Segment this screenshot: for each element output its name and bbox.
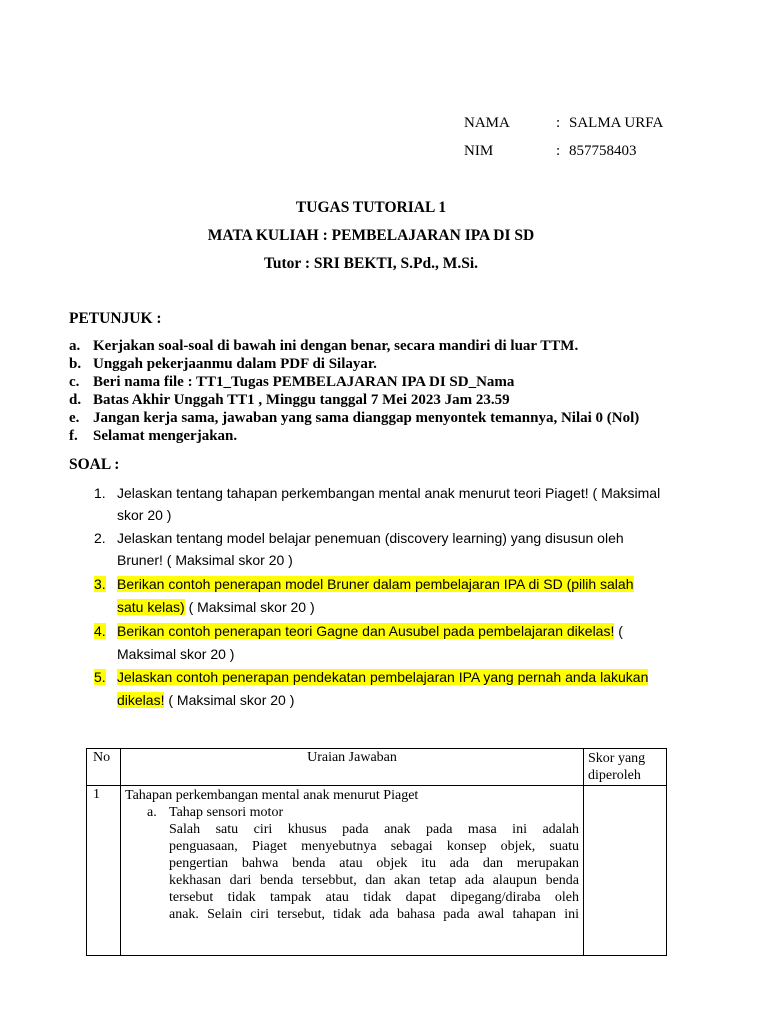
table-row bbox=[87, 786, 667, 956]
petunjuk-letter-a: a. bbox=[69, 338, 81, 354]
question-4-number: 4. bbox=[94, 623, 106, 639]
header-skor-line2: diperoleh bbox=[588, 768, 641, 783]
row-1-body-line: anak. Selain ciri tersebut, tidak ada bahasa pada awal tahapan ini bbox=[169, 907, 579, 922]
petunjuk-letter-b: b. bbox=[69, 356, 82, 372]
table-header-row bbox=[87, 749, 667, 786]
header-skor-line1: Skor yang bbox=[588, 751, 646, 766]
petunjuk-letter-f: f. bbox=[69, 428, 78, 444]
question-4-line1-highlight: Berikan contoh penerapan teori Gagne dan Ausubel pada pembelajaran dikelas! bbox=[117, 623, 615, 639]
question-3-line2 bbox=[117, 599, 315, 615]
question-5-line2-highlight: dikelas! bbox=[117, 692, 165, 708]
petunjuk-item-e: Jangan kerja sama, jawaban yang sama dianggap menyontek temannya, Nilai 0 (Nol) bbox=[93, 410, 640, 426]
name-value: SALMA URFA bbox=[569, 115, 664, 131]
row-1-title: Tahapan perkembangan mental anak menurut Piaget bbox=[125, 788, 419, 803]
question-4-line1 bbox=[117, 623, 623, 639]
header-skor bbox=[584, 749, 667, 786]
petunjuk-item-d: Batas Akhir Unggah TT1 , Minggu tanggal 7 Mei 2023 Jam 23.59 bbox=[93, 392, 510, 408]
petunjuk-heading: PETUNJUK : bbox=[69, 310, 162, 327]
question-3-line1 bbox=[117, 576, 634, 592]
question-3-line2-highlight: satu kelas) bbox=[117, 599, 185, 615]
header-no: No bbox=[87, 749, 121, 786]
row-1-uraian bbox=[121, 786, 584, 956]
row-1-body-line: Salah satu ciri khusus pada anak pada masa ini adalah bbox=[169, 822, 579, 837]
row-1-no: 1 bbox=[87, 786, 121, 956]
row-1-sub-letter: a. bbox=[147, 805, 157, 820]
row-1-body-line: tersebut tidak tampak atau tidak dapat dipegang/diraba oleh bbox=[169, 890, 579, 905]
question-5-line2 bbox=[117, 692, 294, 708]
row-1-sub-title: Tahap sensori motor bbox=[169, 805, 284, 820]
question-1-line2: skor 20 ) bbox=[117, 507, 172, 523]
petunjuk-item-a: Kerjakan soal-soal di bawah ini dengan benar, secara mandiri di luar TTM. bbox=[93, 338, 579, 354]
nim-label: NIM bbox=[464, 143, 494, 159]
question-4-line1-rest: ( bbox=[614, 623, 623, 639]
question-2-line1: Jelaskan tentang model belajar penemuan (discovery learning) yang disusun oleh bbox=[117, 530, 624, 546]
petunjuk-letter-d: d. bbox=[69, 392, 82, 408]
petunjuk-item-c: Beri nama file : TT1_Tugas PEMBELAJARAN IPA DI SD_Nama bbox=[93, 374, 515, 390]
header-uraian: Uraian Jawaban bbox=[121, 749, 584, 786]
question-5-line1-highlight: Jelaskan contoh penerapan pendekatan pembelajaran IPA yang pernah anda lakukan bbox=[117, 669, 649, 685]
question-2-number: 2. bbox=[94, 530, 106, 546]
petunjuk-item-f: Selamat mengerjakan. bbox=[93, 428, 238, 444]
row-1-body-line: pengertian bahwa benda atau objek itu ada dan merupakan bbox=[169, 856, 579, 871]
nim-value: 857758403 bbox=[569, 143, 637, 159]
row-1-body-line: kekhasan dari benda tersebbut, dan akan tetap ada alaupun benda bbox=[169, 873, 579, 888]
question-1-line1: Jelaskan tentang tahapan perkembangan mental anak menurut teori Piaget! ( Maksimal bbox=[117, 485, 661, 501]
question-5-line1 bbox=[117, 669, 648, 685]
question-1-number: 1. bbox=[94, 485, 106, 501]
question-5-number: 5. bbox=[94, 669, 106, 685]
row-1-skor bbox=[584, 786, 667, 956]
question-2-line2: Bruner! ( Maksimal skor 20 ) bbox=[117, 552, 293, 568]
petunjuk-letter-e: e. bbox=[69, 410, 80, 426]
name-separator: : bbox=[556, 115, 561, 131]
soal-heading: SOAL : bbox=[69, 456, 120, 473]
question-3-number: 3. bbox=[94, 576, 106, 592]
row-1-body-line: penguasaan, Piaget menyebutnya sebagai konsep objek, suatu bbox=[169, 839, 579, 854]
title-mata-kuliah: MATA KULIAH : PEMBELAJARAN IPA DI SD bbox=[207, 227, 535, 244]
nim-separator: : bbox=[556, 143, 561, 159]
petunjuk-item-b: Unggah pekerjaanmu dalam PDF di Silayar. bbox=[93, 356, 377, 372]
title-tugas: TUGAS TUTORIAL 1 bbox=[295, 199, 447, 216]
question-5-score: ( Maksimal skor 20 ) bbox=[164, 692, 295, 708]
question-3-line1-highlight: Berikan contoh penerapan model Bruner dalam pembelajaran IPA di SD (pilih salah bbox=[117, 576, 634, 592]
answer-table bbox=[86, 748, 667, 956]
question-3-score: ( Maksimal skor 20 ) bbox=[184, 599, 315, 615]
row-1-body bbox=[169, 821, 579, 923]
question-4-line2: Maksimal skor 20 ) bbox=[117, 646, 235, 662]
petunjuk-letter-c: c. bbox=[69, 374, 80, 390]
row-1-subheading bbox=[147, 804, 579, 821]
name-label: NAMA bbox=[464, 115, 510, 131]
title-tutor: Tutor : SRI BEKTI, S.Pd., M.Si. bbox=[263, 255, 479, 272]
